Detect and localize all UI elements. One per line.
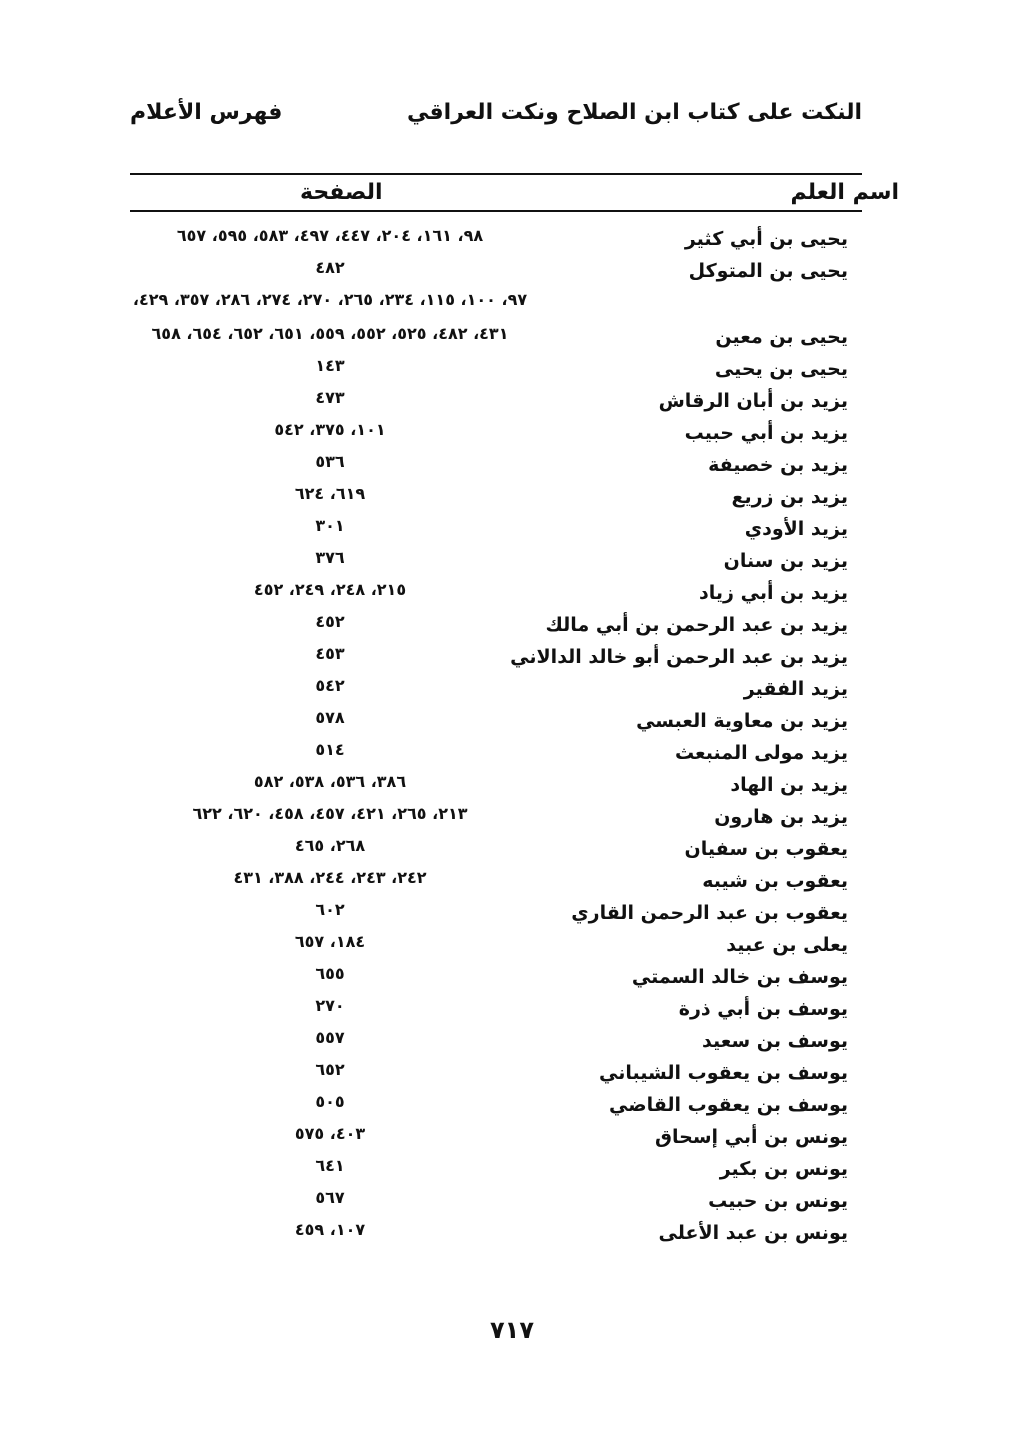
page-refs: ٢٤٢، ٢٤٣، ٢٤٤، ٣٨٨، ٤٣١ bbox=[233, 868, 427, 887]
page-refs: ٩٨، ١٦١، ٢٠٤، ٤٤٧، ٤٩٧، ٥٨٣، ٥٩٥، ٦٥٧ bbox=[176, 226, 484, 245]
person-name: يحيى بن معين bbox=[715, 326, 848, 348]
column-header-name: اسم العلم bbox=[790, 180, 899, 205]
page-refs: ٢٦٨، ٤٦٥ bbox=[294, 836, 366, 855]
person-name: يوسف بن أبي ذرة bbox=[678, 998, 848, 1020]
page-refs-continued: ٤٣١، ٤٨٢، ٥٢٥، ٥٥٢، ٥٥٩، ٦٥١، ٦٥٢، ٦٥٤، ٦٥٨ bbox=[151, 324, 509, 343]
person-name: يحيى بن يحيى bbox=[714, 358, 848, 380]
column-header-rule bbox=[130, 210, 862, 212]
person-name: يزيد بن أبان الرقاش bbox=[658, 390, 848, 412]
index-row bbox=[130, 516, 862, 548]
person-name: يزيد بن عبد الرحمن أبو خالد الدالاني bbox=[510, 646, 848, 668]
person-name: يعقوب بن شيبه bbox=[702, 870, 848, 892]
index-row bbox=[130, 1060, 862, 1092]
person-name: يزيد بن سنان bbox=[723, 550, 848, 572]
person-name: يوسف بن يعقوب القاضي bbox=[608, 1094, 848, 1116]
index-row bbox=[130, 868, 862, 900]
person-name: يونس بن حبيب bbox=[708, 1190, 848, 1212]
page-refs: ٦٥٥ bbox=[315, 964, 345, 983]
page-refs: ٢١٥، ٢٤٨، ٢٤٩، ٤٥٢ bbox=[253, 580, 407, 599]
page-refs: ٥٣٦ bbox=[315, 452, 345, 471]
person-name: يوسف بن يعقوب الشيباني bbox=[599, 1062, 848, 1084]
page-refs: ٥٤٢ bbox=[315, 676, 345, 695]
person-name: يعقوب بن عبد الرحمن القاري bbox=[571, 902, 848, 924]
person-name: يحيى بن المتوكل bbox=[688, 260, 848, 282]
person-name: يوسف بن خالد السمتي bbox=[631, 966, 848, 988]
person-name: يزيد بن عبد الرحمن بن أبي مالك bbox=[545, 614, 848, 636]
page-refs: ٥٠٥ bbox=[315, 1092, 345, 1111]
page-refs: ٩٧، ١٠٠، ١١٥، ٢٣٤، ٢٦٥، ٢٧٠، ٢٧٤، ٢٨٦، ٣٥٧، ٤٢٩، bbox=[132, 290, 528, 309]
person-name: يزيد الأودي bbox=[744, 518, 848, 540]
person-name: يزيد بن الهاد bbox=[730, 774, 848, 796]
person-name: يزيد الفقير bbox=[743, 678, 848, 700]
page-refs: ٢٧٠ bbox=[315, 996, 345, 1015]
index-row bbox=[130, 1092, 862, 1124]
index-row bbox=[130, 226, 862, 258]
index-row bbox=[130, 1124, 862, 1156]
index-row bbox=[130, 804, 862, 836]
page-refs: ٤٨٢ bbox=[315, 258, 345, 277]
page-refs: ٤٥٣ bbox=[315, 644, 345, 663]
index-row bbox=[130, 1028, 862, 1060]
index-row bbox=[130, 290, 862, 356]
page-refs: ١٠٧، ٤٥٩ bbox=[294, 1220, 366, 1239]
person-name: يزيد بن خصيفة bbox=[708, 454, 848, 476]
index-row bbox=[130, 964, 862, 996]
page-refs: ٣٠١ bbox=[315, 516, 345, 535]
person-name: يحيى بن أبي كثير bbox=[684, 228, 848, 250]
book-title: النكت على كتاب ابن الصلاح ونكت العراقي bbox=[407, 100, 862, 125]
index-row bbox=[130, 1220, 862, 1252]
index-row bbox=[130, 996, 862, 1028]
running-header bbox=[130, 100, 862, 140]
index-row bbox=[130, 612, 862, 644]
page-refs: ٤٥٢ bbox=[315, 612, 345, 631]
index-row bbox=[130, 258, 862, 290]
page-refs: ٥٥٧ bbox=[315, 1028, 345, 1047]
page-refs: ٦٥٢ bbox=[315, 1060, 345, 1079]
person-name: يعلى بن عبيد bbox=[726, 934, 848, 956]
index-row bbox=[130, 644, 862, 676]
index-row bbox=[130, 772, 862, 804]
person-name: يونس بن بكير bbox=[719, 1158, 848, 1180]
person-name: يونس بن عبد الأعلى bbox=[658, 1222, 848, 1244]
index-row bbox=[130, 420, 862, 452]
person-name: يزيد بن زريع bbox=[731, 486, 848, 508]
page-refs: ٤٧٣ bbox=[315, 388, 345, 407]
page-refs: ٦١٩، ٦٢٤ bbox=[294, 484, 366, 503]
person-name: يزيد بن أبي زياد bbox=[699, 582, 848, 604]
page-refs: ٦٠٢ bbox=[315, 900, 345, 919]
page-refs: ٥٧٨ bbox=[315, 708, 345, 727]
index-row bbox=[130, 580, 862, 612]
page-number: ٧١٧ bbox=[490, 1316, 534, 1344]
page-refs: ٢١٣، ٢٦٥، ٤٢١، ٤٥٧، ٤٥٨، ٦٢٠، ٦٢٢ bbox=[192, 804, 468, 823]
person-name: يوسف بن سعيد bbox=[702, 1030, 848, 1052]
person-name: يزيد بن أبي حبيب bbox=[684, 422, 848, 444]
page-refs: ١٤٣ bbox=[315, 356, 345, 375]
page-refs: ٥١٤ bbox=[315, 740, 345, 759]
person-name: يونس بن أبي إسحاق bbox=[655, 1126, 848, 1148]
index-row bbox=[130, 676, 862, 708]
index-row bbox=[130, 548, 862, 580]
index-row bbox=[130, 452, 862, 484]
index-row bbox=[130, 836, 862, 868]
page-refs: ١٠١، ٣٧٥، ٥٤٢ bbox=[274, 420, 386, 439]
index-row bbox=[130, 356, 862, 388]
person-name: يزيد بن معاوية العبسي bbox=[636, 710, 848, 732]
header-rule bbox=[130, 173, 862, 175]
index-row bbox=[130, 932, 862, 964]
person-name: يزيد مولى المنبعث bbox=[674, 742, 848, 764]
section-title: فهرس الأعلام bbox=[130, 100, 283, 125]
index-row bbox=[130, 740, 862, 772]
index-row bbox=[130, 1188, 862, 1220]
index-entries bbox=[130, 226, 862, 1252]
person-name: يعقوب بن سفيان bbox=[684, 838, 848, 860]
page-refs: ٣٧٦ bbox=[315, 548, 345, 567]
page-refs: ٣٨٦، ٥٣٦، ٥٣٨، ٥٨٢ bbox=[253, 772, 407, 791]
index-row bbox=[130, 388, 862, 420]
page-refs: ٤٠٣، ٥٧٥ bbox=[294, 1124, 366, 1143]
page-refs: ٦٤١ bbox=[315, 1156, 345, 1175]
column-header-page: الصفحة bbox=[300, 180, 383, 205]
index-row bbox=[130, 708, 862, 740]
page-refs: ١٨٤، ٦٥٧ bbox=[294, 932, 366, 951]
person-name: يزيد بن هارون bbox=[714, 806, 848, 828]
index-row bbox=[130, 484, 862, 516]
index-row bbox=[130, 900, 862, 932]
page-refs: ٥٦٧ bbox=[315, 1188, 345, 1207]
index-row bbox=[130, 1156, 862, 1188]
